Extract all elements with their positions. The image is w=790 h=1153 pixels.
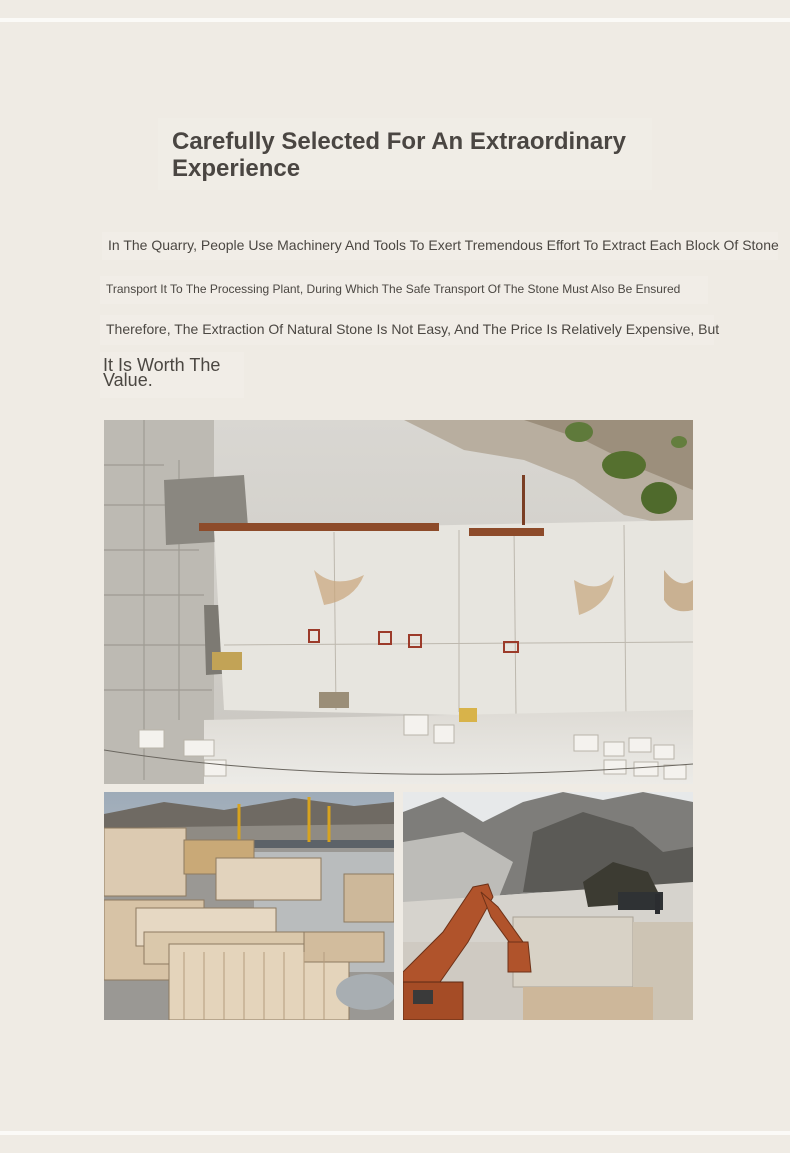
body-line-4: It Is Worth The Value. (103, 355, 221, 390)
top-divider (0, 18, 790, 22)
stone-blocks-harbor-photo (104, 792, 394, 1020)
body-line-2: Transport It To The Processing Plant, During Which The Safe Transport Of The Stone Must Also Be Ensured (106, 282, 681, 296)
page-title: Carefully Selected For An Extraordinary Experience (172, 128, 626, 182)
excavator-quarry-photo (403, 792, 693, 1020)
body-line-1: In The Quarry, People Use Machinery And Tools To Exert Tremendous Effort To Extract Each Block Of Stone (108, 237, 779, 253)
quarry-main-photo (104, 420, 693, 784)
bottom-divider (0, 1131, 790, 1135)
body-line-3: Therefore, The Extraction Of Natural Stone Is Not Easy, And The Price Is Relatively Expensive, But (106, 321, 720, 337)
